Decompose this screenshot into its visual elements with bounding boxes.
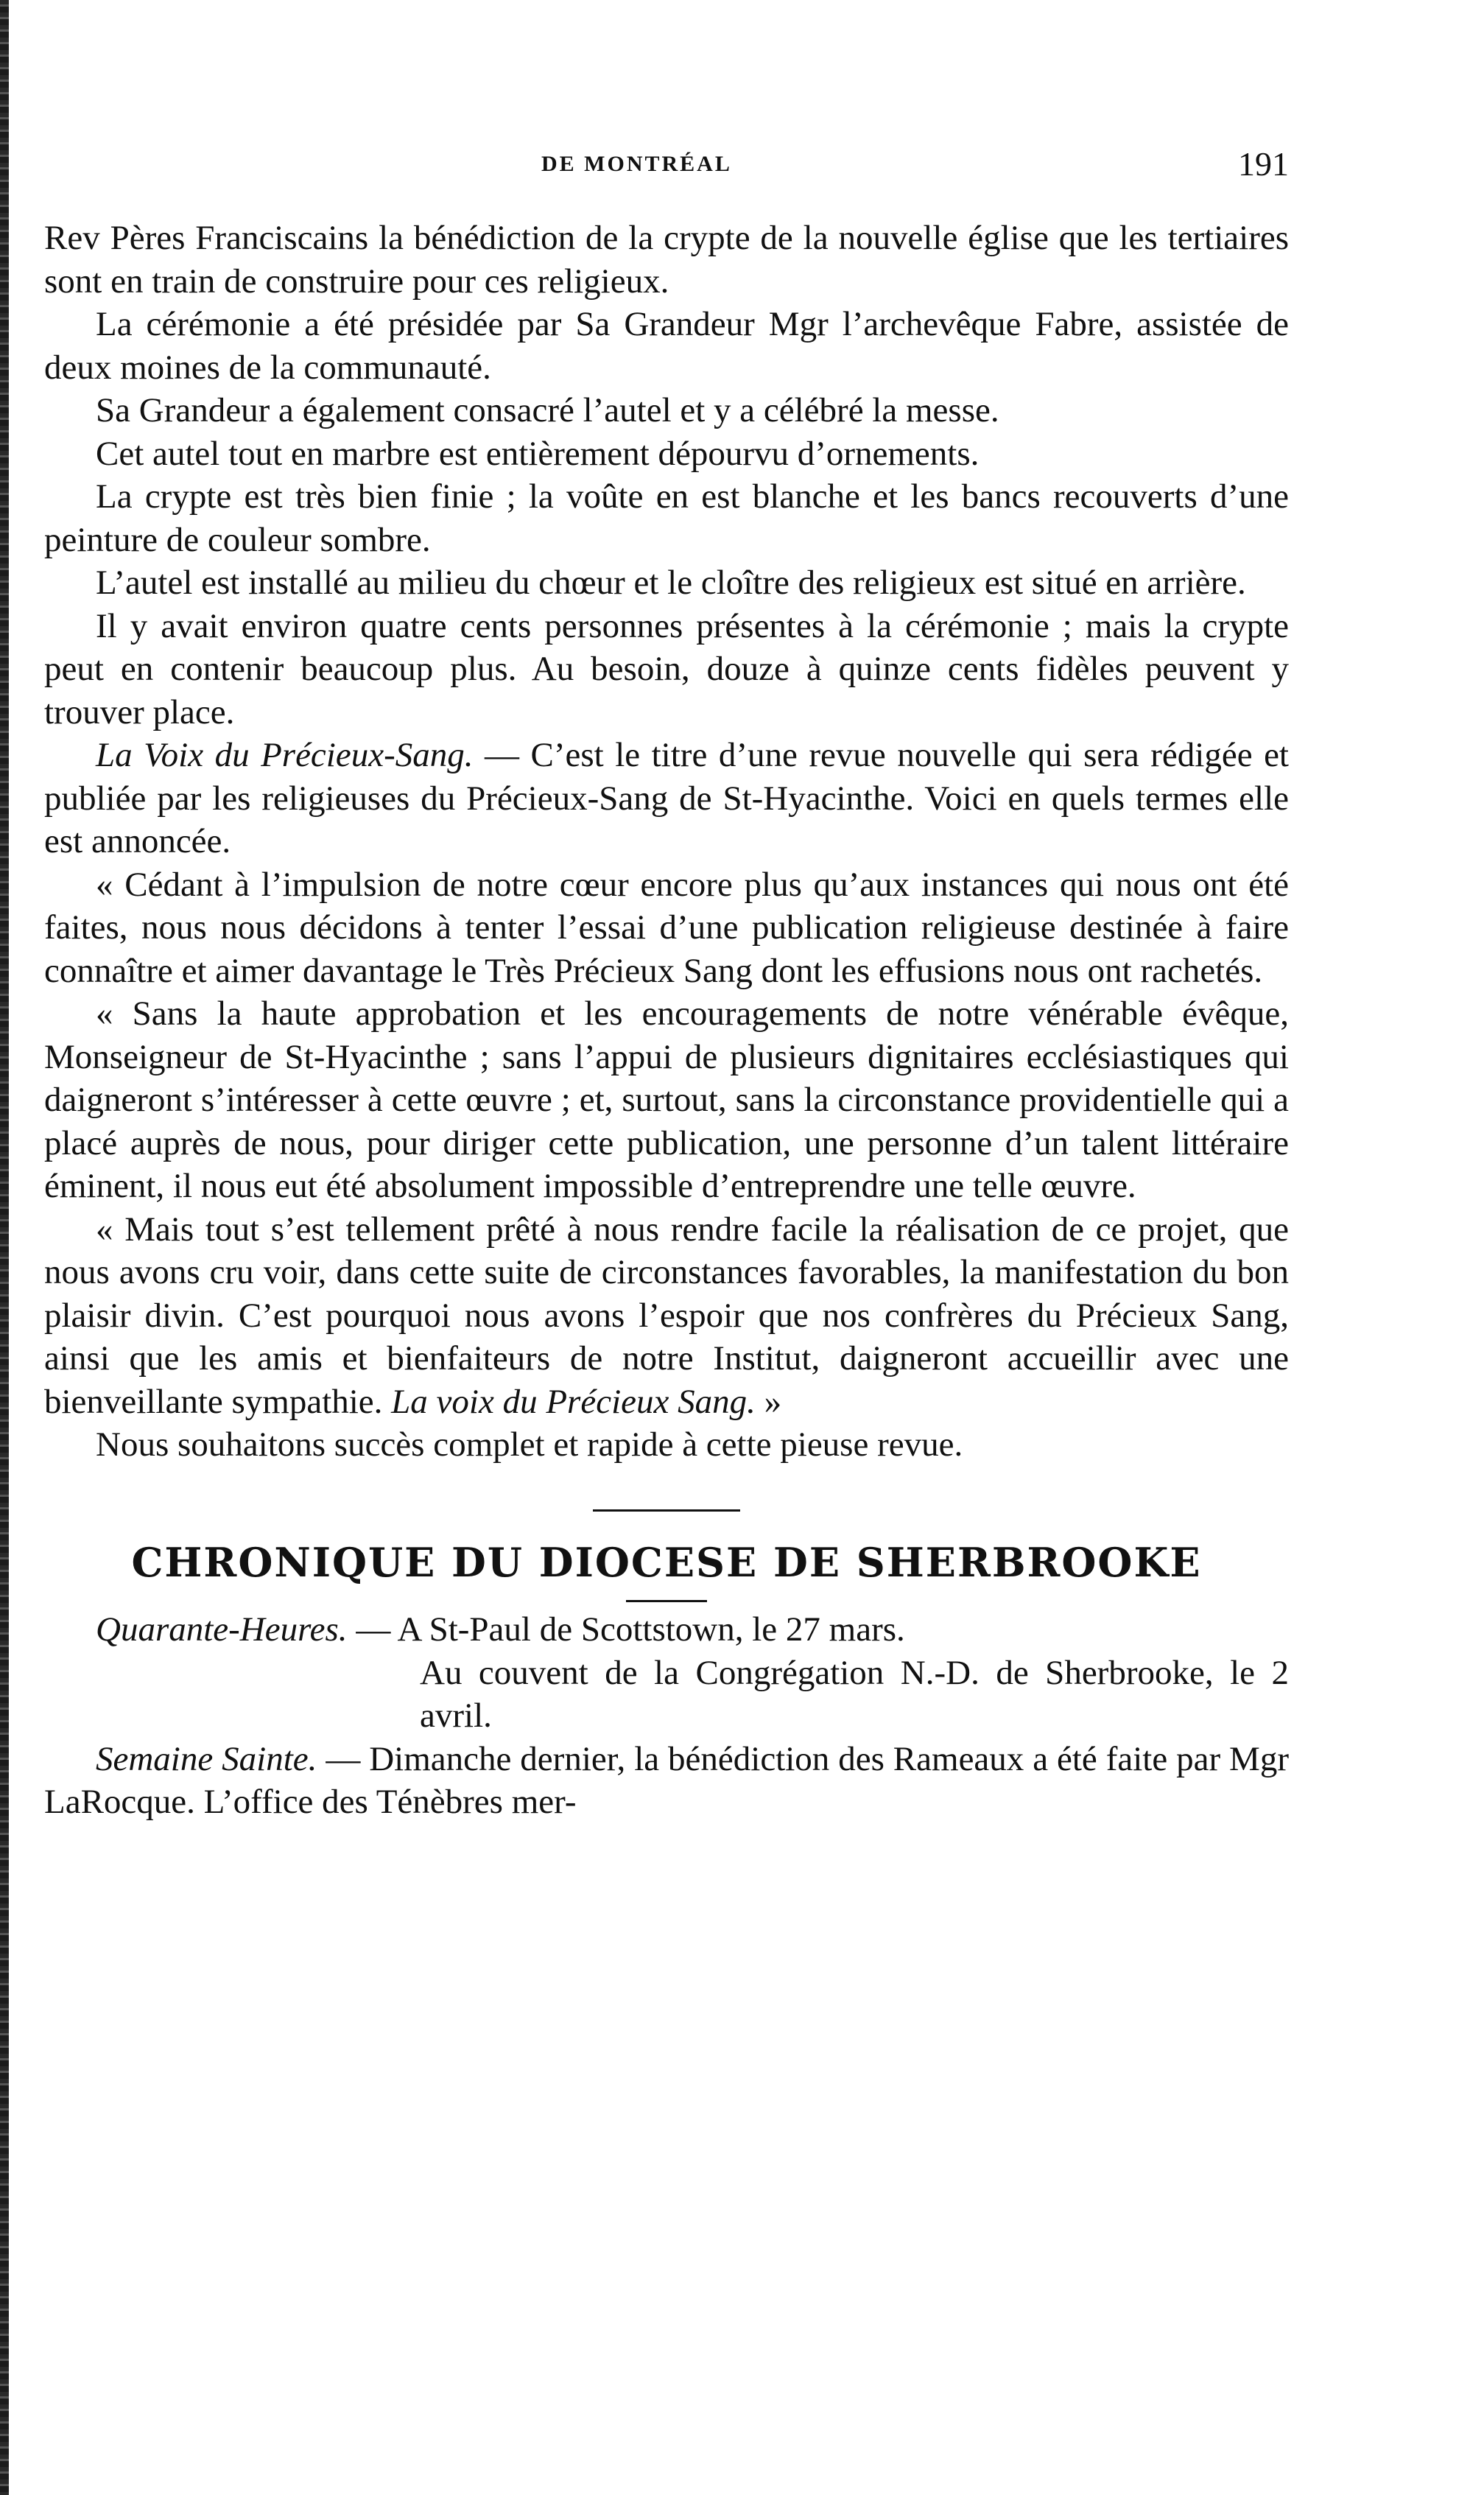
voix-text: — C’est le titre d’une revue nouvelle qui sera rédigée et publiée par les religieuses du Précieux-Sang de St-Hyacinthe. Voici en quels termes elle est annoncée. [44,736,1289,860]
quote-end: » [755,1382,782,1421]
page-body [44,217,1289,1824]
running-header [44,144,1289,189]
closing-paragraph: Nous souhaitons succès complet et rapide à cette pieuse revue. [96,1425,963,1464]
paragraph: L’autel est installé au milieu du chœur et le cloître des religieux est situé en arrière. [96,564,1246,602]
section-heading: CHRONIQUE DU DIOCESE DE SHERBROOKE [131,1538,1202,1586]
paragraph: Sa Grandeur a également consacré l’autel et y a célébré la messe. [96,391,999,429]
quote-text: « Mais tout s’est tellement prêté à nous rendre facile la réalisation de ce projet, que nous avons cru voir, dans cette suite de circonstances favorables, la manifestation du bon plaisir divin. C’est pourquoi nous avons l’espoir que nos confrères du Précieux Sang, ainsi que les amis et bienfaiteurs de notre Institut, daigneront accueillir avec une bienveillante sympathie. [44,1210,1289,1421]
quote-italic: La voix du Précieux Sang. [391,1382,756,1421]
quote-paragraph: « Cédant à l’impulsion de notre cœur encore plus qu’aux instances qui nous ont été faites, nous nous décidons à tenter l’essai d’une publication religieuse destinée à faire connaître et aimer davantage le Très Précieux Sang dont les effusions nous ont rachetés. [44,865,1289,990]
page-spine-edge [0,0,9,2495]
quote-paragraph: « Sans la haute approbation et les encouragements de notre vénérable évêque, Monseigneur de St-Hyacinthe ; sans l’appui de plusieurs dignitaires ecclésiastiques qui daigneront s’intéresser à cette œuvre ; et, surtout, sans la circonstance providentielle qui a placé auprès de nous, pour diriger cette publication, une personne d’un talent littéraire éminent, il nous eut été absolument impossible d’entreprendre une telle œuvre. [44,994,1289,1205]
section-divider [593,1509,740,1512]
heading-underline [626,1600,707,1602]
running-title: DE MONTRÉAL [541,152,732,176]
paragraph: Rev Pères Franciscains la bénédiction de la crypte de la nouvelle église que les tertiaires sont en train de construire pour ces religieux. [44,219,1289,301]
quarante-line [44,1608,1289,1652]
paragraph: La crypte est très bien finie ; la voûte en est blanche et les bancs recouverts d’une peinture de couleur sombre. [44,477,1289,559]
voix-paragraph [44,734,1289,863]
quarante-continuation: Au couvent de la Congrégation N.-D. de Sherbrooke, le 2 avril. [420,1653,1289,1735]
voix-title: La Voix du Précieux-Sang. [96,736,474,774]
quarante-text: — A St-Paul de Scottstown, le 27 mars. [347,1610,905,1649]
semaine-paragraph [44,1738,1289,1824]
quote-paragraph [44,1208,1289,1424]
paragraph: La cérémonie a été présidée par Sa Grandeur Mgr l’archevêque Fabre, assistée de deux moines de la communauté. [44,305,1289,387]
semaine-label: Semaine Sainte. [96,1739,317,1778]
announcement-quote [44,863,1289,1424]
paragraph: Cet autel tout en marbre est entièrement dépourvu d’ornements. [96,434,980,473]
paragraph: Il y avait environ quatre cents personnes présentes à la cérémonie ; mais la crypte peut en contenir beaucoup plus. Au besoin, douze à quinze cents fidèles peuvent y trouver place. [44,606,1289,731]
page-number: 191 [1238,145,1289,183]
semaine-text: — Dimanche dernier, la bénédiction des Rameaux a été faite par Mgr LaRocque. L’office des Ténèbres mer- [44,1739,1290,1821]
quarante-label: Quarante-Heures. [96,1610,348,1649]
